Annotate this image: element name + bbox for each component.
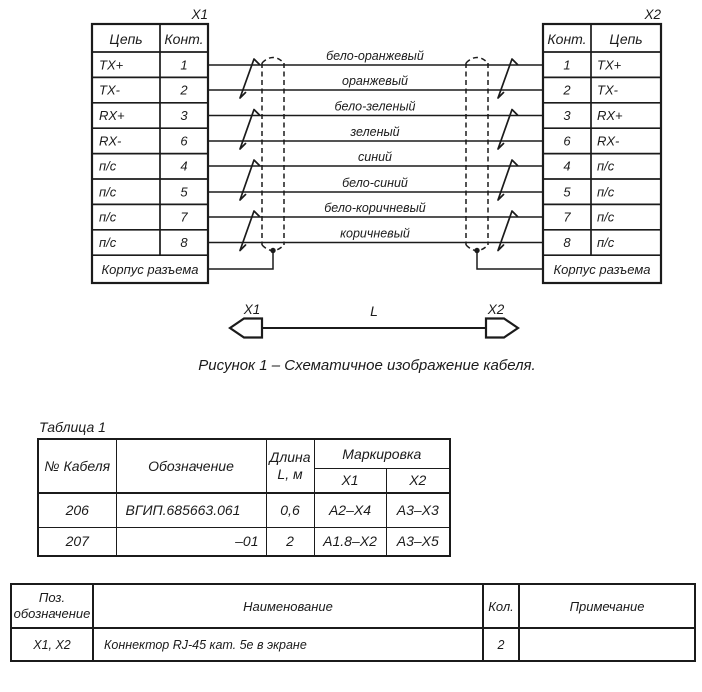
- table-row: [11, 628, 695, 661]
- cable-table: [37, 438, 451, 557]
- x1-circuit-header: Цепь: [109, 31, 143, 47]
- x1-row-circuit: TX-: [99, 82, 120, 98]
- x2-row-circuit: п/с: [597, 209, 615, 225]
- header-length: [266, 439, 314, 493]
- wire-color-label: бело-коричневый: [324, 201, 426, 215]
- table-row: [38, 493, 450, 527]
- shield-right: [466, 58, 488, 251]
- table-row: [38, 527, 450, 556]
- cell-length: 0,6: [266, 493, 314, 527]
- x1-row-pin: 6: [180, 133, 188, 149]
- shield-ground-right: [477, 250, 543, 269]
- header-note: Примечание: [519, 584, 695, 628]
- cell-designation: –01: [116, 527, 266, 556]
- table1-header-row-1: [38, 439, 450, 468]
- cell-marking-x2: A3–X5: [386, 527, 450, 556]
- shield-ground-left: [208, 250, 273, 269]
- cell-qty: 2: [483, 628, 519, 661]
- x2-row-circuit: RX-: [597, 133, 620, 149]
- header-name: Наименование: [93, 584, 483, 628]
- x1-row-circuit: п/с: [99, 209, 117, 225]
- wire-color-label: оранжевый: [342, 74, 408, 88]
- x1-row-circuit: п/с: [99, 235, 117, 250]
- twisted-pair-symbols-right: [498, 59, 518, 251]
- x1-footer: Корпус разъема: [101, 262, 199, 277]
- shield-left: [262, 58, 284, 251]
- header-length-line2: L, м: [277, 466, 303, 482]
- x1-row-pin: 4: [180, 158, 188, 174]
- cable-left-label: X1: [243, 302, 261, 317]
- header-designation: Обозначение: [116, 439, 266, 493]
- x1-row-circuit: п/с: [99, 158, 117, 174]
- x1-pin-header: Конт.: [164, 31, 204, 47]
- ground-dot-left: [270, 248, 275, 253]
- x1-row-pin: 2: [180, 82, 188, 98]
- x2-row-circuit: RX+: [597, 108, 623, 123]
- header-pos-line2: обозначение: [13, 606, 91, 621]
- x2-footer: Корпус разъема: [553, 262, 651, 277]
- x1-row-circuit: RX+: [99, 108, 125, 123]
- cell-name: Коннектор RJ-45 кат. 5е в экране: [93, 628, 483, 661]
- header-pos-line1: Поз.: [38, 590, 66, 606]
- header-length-line1: Длина: [269, 449, 311, 466]
- x1-row-pin: 3: [180, 108, 188, 123]
- x2-row-circuit: п/с: [597, 184, 615, 200]
- x2-row-pin: 3: [563, 108, 571, 123]
- x1-connector-label: X1: [191, 7, 208, 22]
- x2-row-pin: 7: [563, 209, 571, 225]
- parts-table: [10, 583, 696, 662]
- x2-row-circuit: п/с: [597, 235, 615, 250]
- cell-cable-no: 206: [38, 493, 116, 527]
- wire-color-label: зеленый: [350, 125, 400, 139]
- connector-symbol-right: [486, 319, 518, 338]
- header-marking-x1: X1: [314, 468, 386, 493]
- x1-row-circuit: RX-: [99, 133, 122, 149]
- x2-pin-header: Конт.: [547, 31, 587, 47]
- x2-row-pin: 5: [563, 184, 571, 200]
- x1-row-pin: 1: [180, 57, 188, 73]
- x2-connector-label: X2: [644, 7, 661, 22]
- x2-row-pin: 1: [563, 57, 571, 73]
- ground-dot-right: [474, 248, 479, 253]
- x1-row-pin: 7: [180, 209, 188, 225]
- cell-designation: ВГИП.685663.061: [116, 493, 266, 527]
- cell-marking-x1: A1.8–X2: [314, 527, 386, 556]
- connector-symbol-left: [230, 319, 262, 338]
- cell-pos: X1, X2: [11, 628, 93, 661]
- twisted-pair-symbols-left: [240, 59, 260, 251]
- header-pos: [11, 584, 93, 628]
- cell-length: 2: [266, 527, 314, 556]
- parts-header-row: [11, 584, 695, 628]
- wire-color-label: бело-зеленый: [334, 99, 416, 114]
- x1-row-circuit: TX+: [99, 57, 124, 73]
- header-qty: Кол.: [483, 584, 519, 628]
- x2-row-circuit: TX+: [597, 57, 622, 73]
- x2-row-circuit: п/с: [597, 158, 615, 174]
- cable-length-symbol: L: [370, 303, 378, 319]
- x2-row-pin: 6: [563, 133, 571, 149]
- header-cable-no: № Кабеля: [38, 439, 116, 493]
- wire-color-label: бело-оранжевый: [326, 49, 424, 63]
- x2-row-pin: 8: [563, 235, 571, 250]
- wire-color-label: синий: [358, 150, 392, 164]
- x1-row-pin: 5: [180, 184, 188, 200]
- cell-marking-x1: A2–X4: [314, 493, 386, 527]
- x2-row-circuit: TX-: [597, 82, 618, 98]
- x2-circuit-header: Цепь: [609, 31, 643, 47]
- wire-color-label: коричневый: [340, 226, 410, 241]
- cable-length-drawing: [230, 302, 518, 338]
- x1-row-circuit: п/с: [99, 184, 117, 200]
- header-marking: Маркировка: [314, 439, 450, 468]
- x2-row-pin: 2: [563, 82, 571, 98]
- table1-title: Таблица 1: [39, 419, 106, 435]
- figure-caption: Рисунок 1 – Схематичное изображение кабеля.: [198, 357, 536, 374]
- cell-cable-no: 207: [38, 527, 116, 556]
- cell-note: [519, 628, 695, 661]
- x1-row-pin: 8: [180, 235, 188, 250]
- wire-color-label: бело-синий: [342, 176, 408, 190]
- cable-right-label: X2: [487, 302, 505, 317]
- cell-marking-x2: A3–X3: [386, 493, 450, 527]
- header-marking-x2: X2: [386, 468, 450, 493]
- x2-row-pin: 4: [563, 158, 571, 174]
